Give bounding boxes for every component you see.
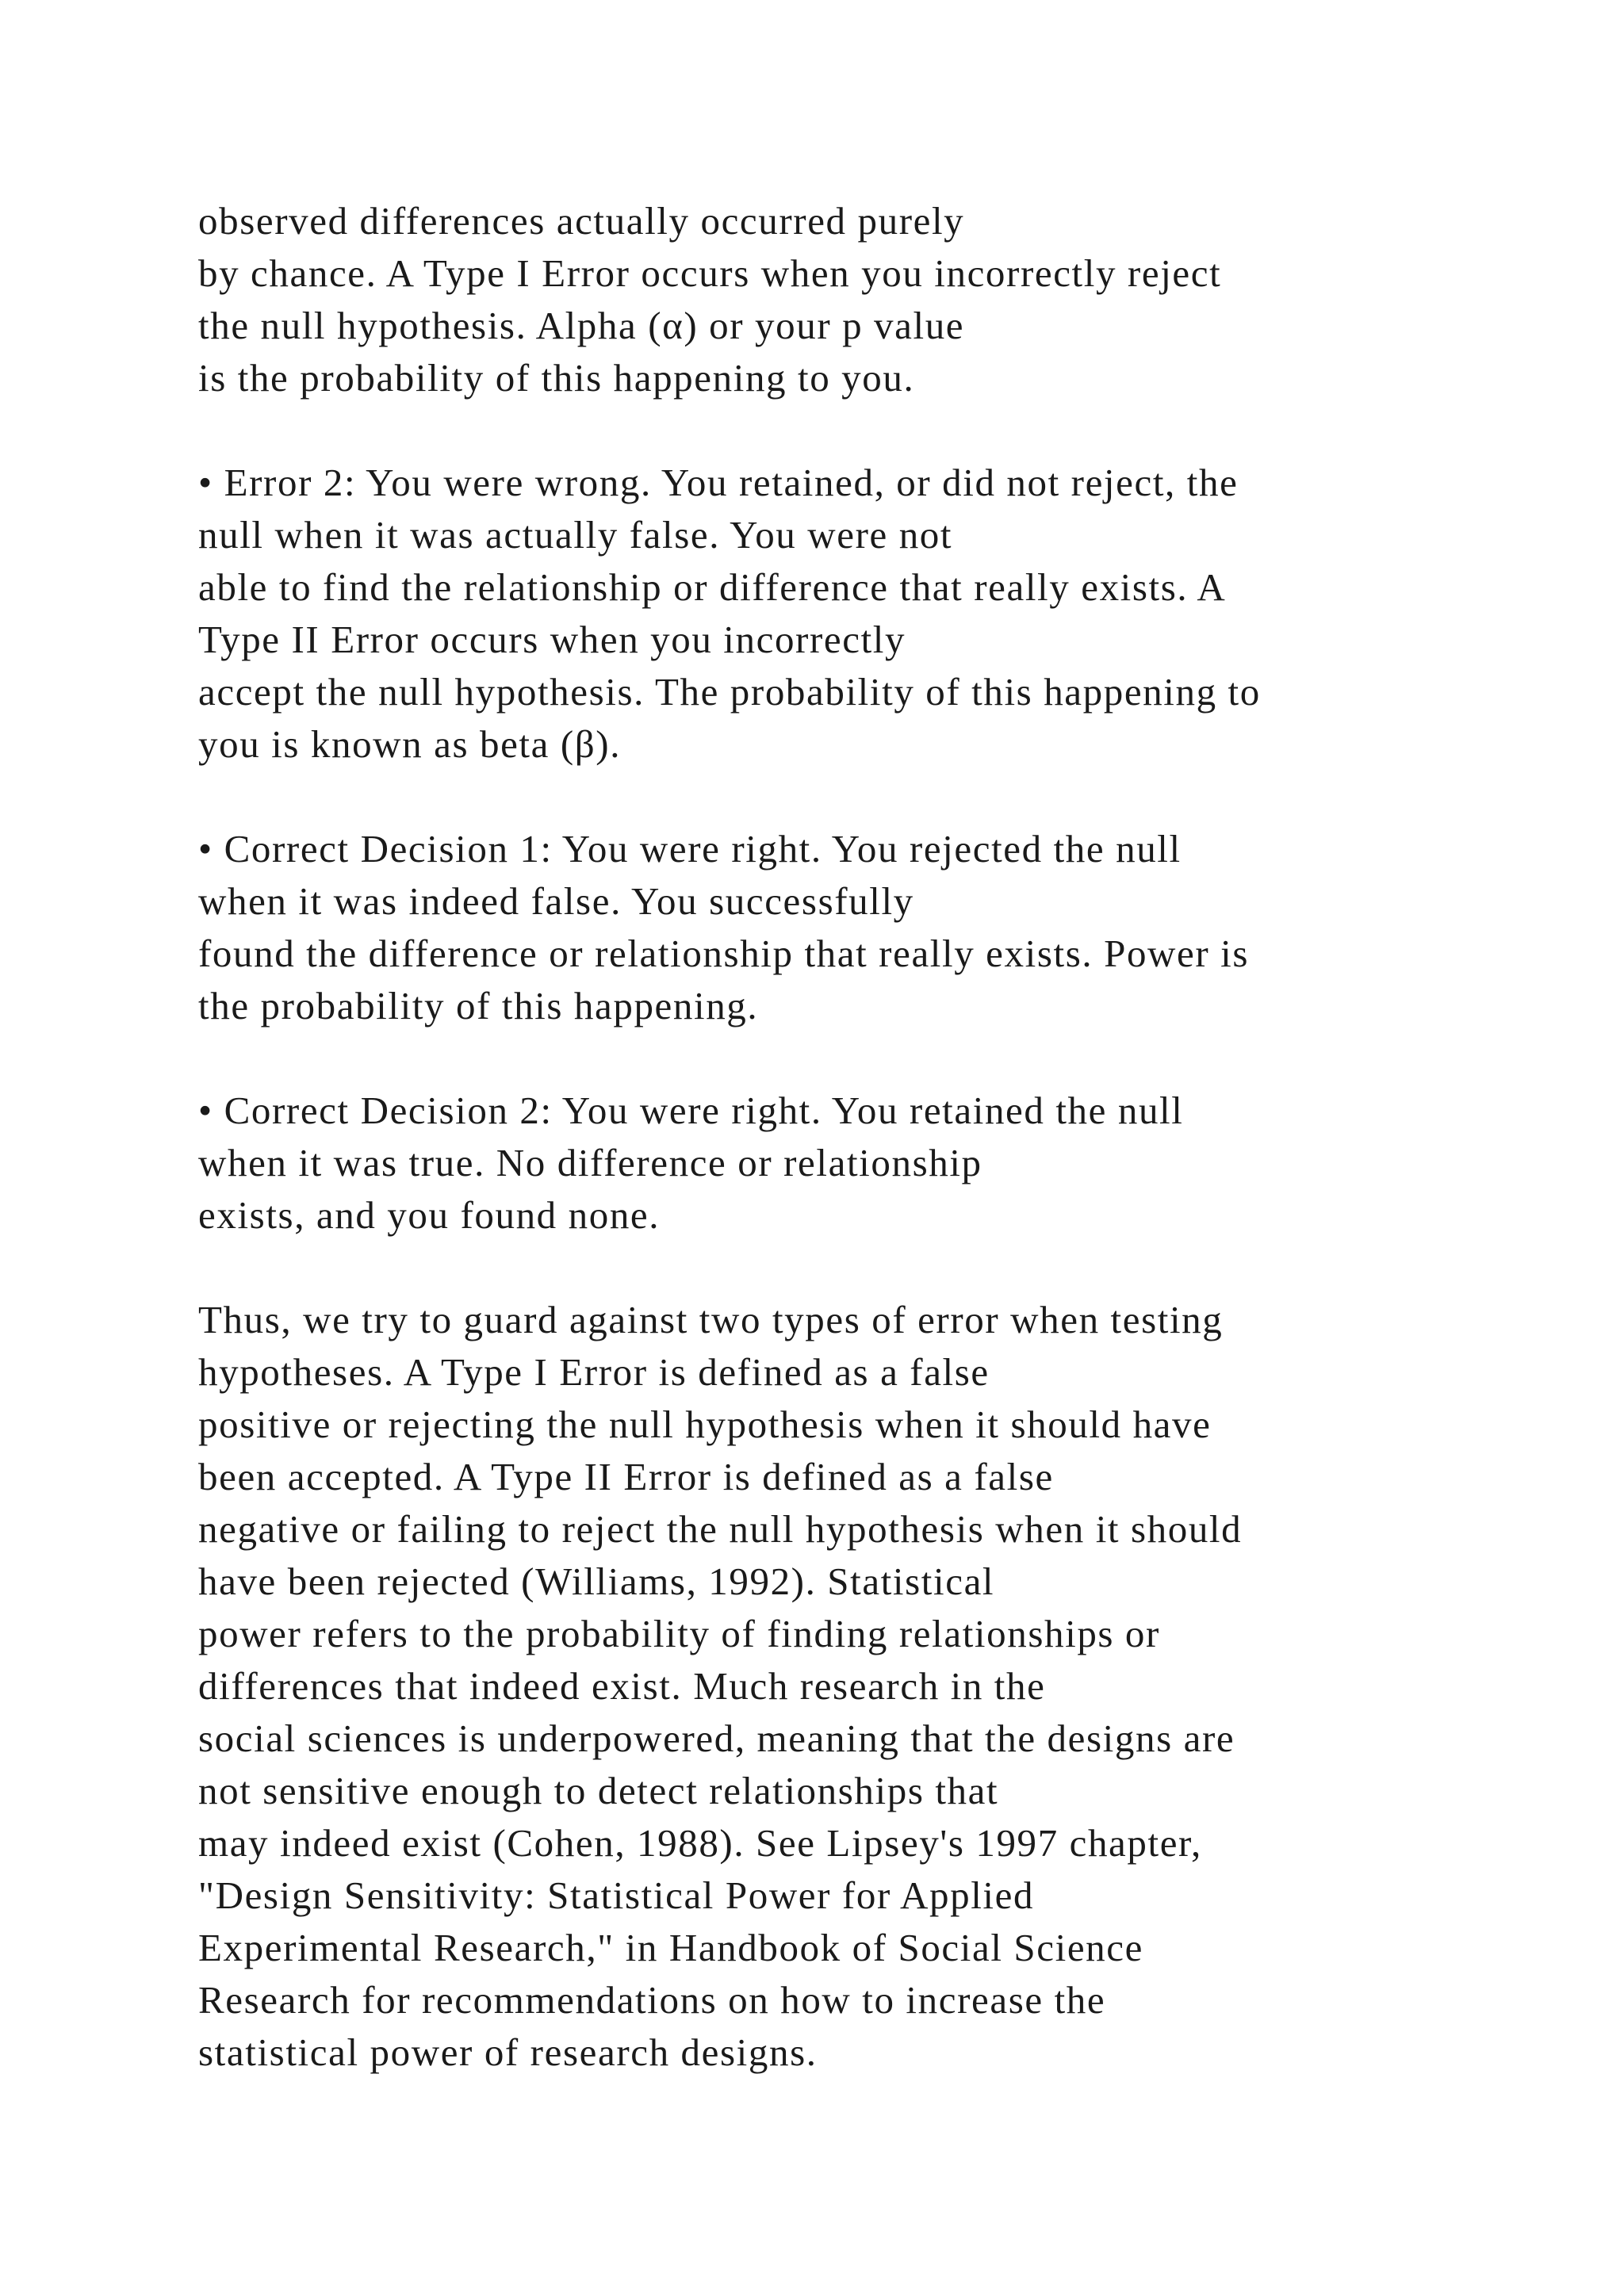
text-line: when it was indeed false. You successfully xyxy=(198,879,914,923)
text-line: Research for recommendations on how to increase the xyxy=(198,1978,1106,2022)
text-line: hypotheses. A Type I Error is defined as a false xyxy=(198,1350,990,1394)
text-line: exists, and you found none. xyxy=(198,1193,661,1237)
text-line: you is known as beta (β). xyxy=(198,722,622,766)
text-line: • Correct Decision 1: You were right. You rejected the null xyxy=(198,827,1182,871)
text-line: able to find the relationship or difference that really exists. A xyxy=(198,565,1227,609)
text-line: Experimental Research," in Handbook of Social Science xyxy=(198,1926,1143,1969)
text-line: null when it was actually false. You were not xyxy=(198,513,953,557)
text-line: Type II Error occurs when you incorrectly xyxy=(198,618,906,661)
text-line: is the probability of this happening to you. xyxy=(198,356,915,400)
text-line: by chance. A Type I Error occurs when you incorrectly reject xyxy=(198,251,1222,295)
text-line: positive or rejecting the null hypothesis when it should have xyxy=(198,1402,1212,1446)
paragraph-summary xyxy=(198,1294,1546,2079)
text-line: negative or failing to reject the null hypothesis when it should xyxy=(198,1507,1243,1551)
text-line: found the difference or relationship that really exists. Power is xyxy=(198,932,1250,975)
text-line: when it was true. No difference or relationship xyxy=(198,1141,982,1184)
text-line: power refers to the probability of finding relationships or xyxy=(198,1612,1160,1655)
text-line: differences that indeed exist. Much research in the xyxy=(198,1664,1046,1708)
text-line: the null hypothesis. Alpha (α) or your p value xyxy=(198,304,965,347)
text-line: the probability of this happening. xyxy=(198,984,759,1027)
paragraph-type-1-error xyxy=(198,195,1546,404)
text-line: Thus, we try to guard against two types of error when testing xyxy=(198,1298,1224,1341)
document-body xyxy=(198,195,1546,2131)
text-line: may indeed exist (Cohen, 1988). See Lipsey's 1997 chapter, xyxy=(198,1821,1202,1865)
text-line: have been rejected (Williams, 1992). Statistical xyxy=(198,1559,995,1603)
text-line: • Correct Decision 2: You were right. You retained the null xyxy=(198,1089,1184,1132)
text-line: observed differences actually occurred purely xyxy=(198,199,965,243)
text-line: • Error 2: You were wrong. You retained, or did not reject, the xyxy=(198,461,1239,504)
text-line: social sciences is underpowered, meaning that the designs are xyxy=(198,1716,1235,1760)
text-line: accept the null hypothesis. The probability of this happening to xyxy=(198,670,1261,714)
paragraph-error-2 xyxy=(198,457,1546,771)
text-line: statistical power of research designs. xyxy=(198,2030,818,2074)
text-line: not sensitive enough to detect relationships that xyxy=(198,1769,999,1812)
paragraph-correct-decision-1 xyxy=(198,823,1546,1032)
paragraph-correct-decision-2 xyxy=(198,1085,1546,1242)
text-line: "Design Sensitivity: Statistical Power for Applied xyxy=(198,1873,1035,1917)
text-line: been accepted. A Type II Error is defined as a false xyxy=(198,1455,1054,1498)
